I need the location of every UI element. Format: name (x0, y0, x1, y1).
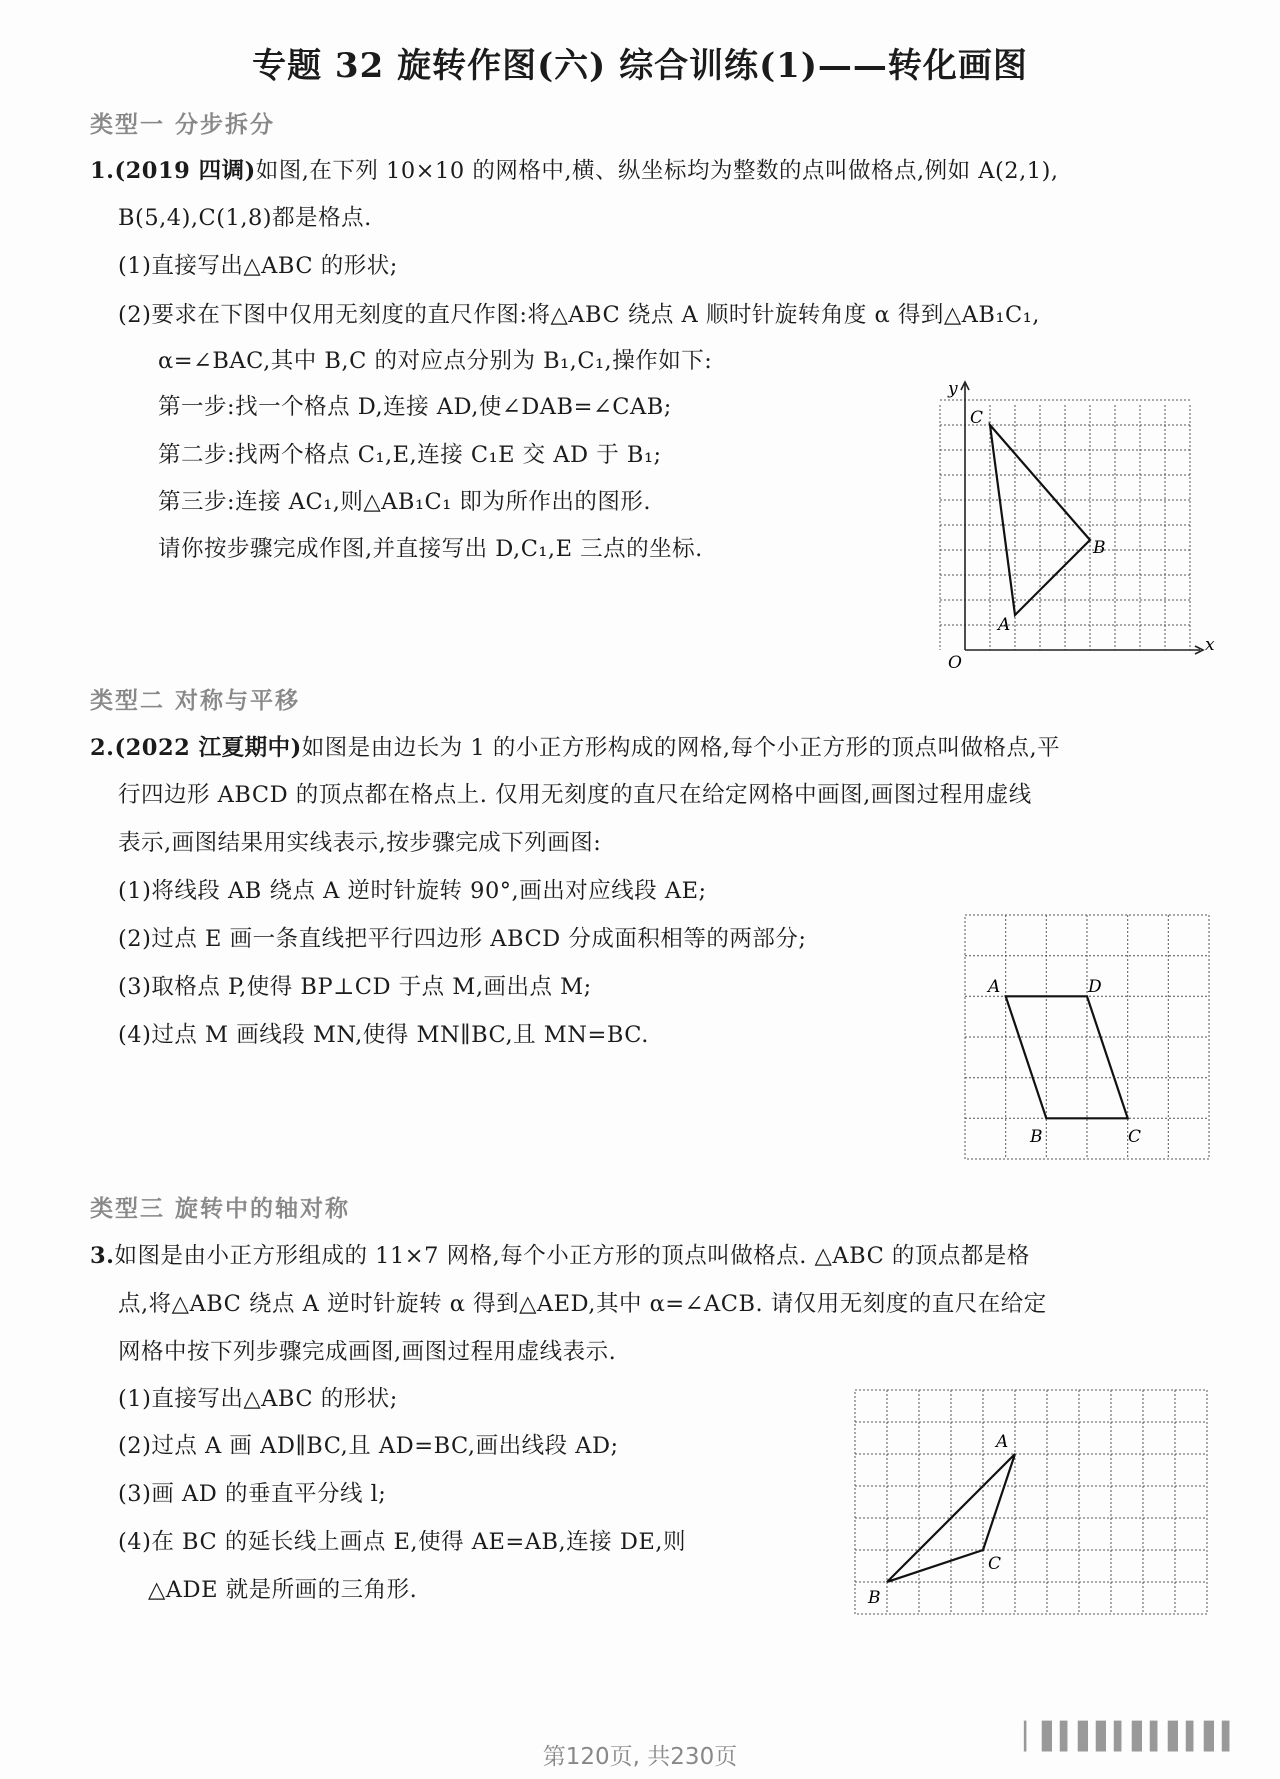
q3-line-3: 网格中按下列步骤完成画图,画图过程用虚线表示. (118, 1339, 617, 1365)
q2-part-4: (4)过点 M 画线段 MN,使得 MN∥BC,且 MN=BC. (118, 1022, 649, 1048)
q2-part-3: (3)取格点 P,使得 BP⊥CD 于点 M,画出点 M; (118, 974, 592, 1000)
q1-step-2: 第二步:找两个格点 C₁,E,连接 C₁E 交 AD 于 B₁; (158, 442, 662, 468)
q3-part-1: (1)直接写出△ABC 的形状; (118, 1386, 398, 1412)
q1-source: (2019 四调) (114, 158, 256, 184)
q1-number: 1. (90, 158, 115, 184)
page-number: 第120页, 共230页 (542, 1744, 738, 1770)
q3-point-b-label: B (868, 1588, 881, 1608)
section-heading-3: 类型三 旋转中的轴对称 (90, 1196, 351, 1222)
q2-point-d-label: D (1088, 977, 1102, 997)
q3-part-2: (2)过点 A 画 AD∥BC,且 AD=BC,画出线段 AD; (118, 1433, 619, 1459)
q1-line-2: B(5,4),C(1,8)都是格点. (118, 205, 372, 231)
q2-point-a-label: A (988, 977, 1001, 997)
q3-part-4-cont: △ADE 就是所画的三角形. (148, 1577, 418, 1603)
q1-step-1: 第一步:找一个格点 D,连接 AD,使∠DAB=∠CAB; (158, 394, 672, 420)
q3-part-4: (4)在 BC 的延长线上画点 E,使得 AE=AB,连接 DE,则 (118, 1529, 686, 1555)
q2-point-b-label: B (1030, 1127, 1043, 1147)
q2-figure (960, 910, 1220, 1160)
q1-figure (920, 378, 1220, 668)
q2-number: 2. (90, 735, 115, 761)
q2-part-2: (2)过点 E 画一条直线把平行四边形 ABCD 分成面积相等的两部分; (118, 926, 807, 952)
q1-part-1: (1)直接写出△ABC 的形状; (118, 253, 398, 279)
q1-part-2-cont: α=∠BAC,其中 B,C 的对应点分别为 B₁,C₁,操作如下: (158, 348, 713, 374)
q2-line-2: 行四边形 ABCD 的顶点都在格点上. 仅用无刻度的直尺在给定网格中画图,画图过程用虚线 (118, 782, 1032, 808)
q1-text: 如图,在下列 10×10 的网格中,横、纵坐标均为整数的点叫做格点,例如 A(2,1), (255, 158, 1059, 184)
q2-text: 如图是由边长为 1 的小正方形构成的网格,每个小正方形的顶点叫做格点,平 (301, 735, 1061, 761)
q3-line-2: 点,将△ABC 绕点 A 逆时针旋转 α 得到△AED,其中 α=∠ACB. 请仅用无刻度的直尺在给定 (118, 1291, 1047, 1317)
q1-origin-label: O (948, 653, 962, 668)
q3-number: 3. (90, 1243, 115, 1269)
q2-line-3: 表示,画图结果用实线表示,按步骤完成下列画图: (118, 830, 602, 856)
q3-line-1 (90, 1238, 1030, 1270)
q3-point-c-label: C (988, 1554, 1002, 1574)
q1-instruction: 请你按步骤完成作图,并直接写出 D,C₁,E 三点的坐标. (158, 536, 703, 562)
page-title: 专题 32 旋转作图(六) 综合训练(1)——转化画图 (252, 46, 1028, 86)
q3-figure (850, 1385, 1220, 1625)
section-heading-1: 类型一 分步拆分 (90, 112, 276, 138)
q1-part-2: (2)要求在下图中仅用无刻度的直尺作图:将△ABC 绕点 A 顺时针旋转角度 α 得到△AB₁C₁, (118, 302, 1040, 328)
q1-point-b-label: B (1093, 538, 1106, 558)
q3-part-3: (3)画 AD 的垂直平分线 l; (118, 1481, 387, 1507)
q2-line-1 (90, 730, 1060, 762)
q1-y-axis-label: y (948, 379, 958, 399)
q1-point-c-label: C (970, 408, 984, 428)
q2-point-c-label: C (1128, 1127, 1142, 1147)
q1-step-3: 第三步:连接 AC₁,则△AB₁C₁ 即为所作出的图形. (158, 489, 652, 515)
q1-line-1 (90, 153, 1059, 185)
q1-x-axis-label: x (1205, 635, 1215, 655)
page-edge-decoration: ▏▌▍▌▌▍▌▍▌▍▌▍ (1024, 1722, 1240, 1752)
q3-point-a-label: A (996, 1432, 1009, 1452)
section-heading-2: 类型二 对称与平移 (90, 688, 301, 714)
q2-part-1: (1)将线段 AB 绕点 A 逆时针旋转 90°,画出对应线段 AE; (118, 878, 707, 904)
q2-source: (2022 江夏期中) (114, 735, 302, 761)
q2-parallelogram-abcd (1006, 996, 1128, 1118)
q1-point-a-label: A (998, 615, 1011, 635)
q3-text: 如图是由小正方形组成的 11×7 网格,每个小正方形的顶点叫做格点. △ABC 的顶点都是格 (114, 1243, 1030, 1269)
